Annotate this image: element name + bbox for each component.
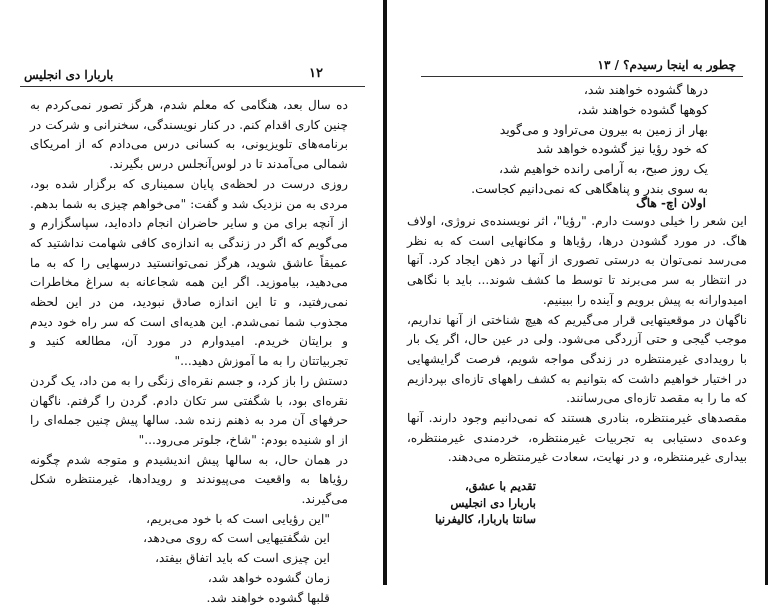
paragraph: ده سال بعد، هنگامی که معلم شدم، هرگز تصور نمی‌کردم به چنین کاری اقدام کنم. در کنار نویسندگی، سخنرانی و شرکت در برنامه‌های تلویزیونی، به کسانی درس می‌دادم که از امریکای شمالی می‌آمدند تا در لوس‌آنجلس درس بگیرند.	[30, 98, 348, 172]
poem-line: به سوی بندر و پناهگاهی که نمی‌دانیم کجاست.	[471, 180, 708, 196]
poem-block	[448, 80, 708, 199]
poem-line: یک روز صبح، به آرامی رانده خواهیم شد،	[498, 161, 708, 177]
right-body-text	[407, 212, 747, 468]
running-header-author: باربارا دی انجلیس	[24, 68, 114, 82]
paragraph: دستش را باز کرد، و جسم نقره‌ای زنگی را به من داد، یک گردن نقره‌ای بود، با شگفتی سر تکان دادم. گردن را گرفتم. ناگهان حرفهای آن مرد به ذهنم زنده شد. سالها پیش چنین جمله‌ای را از او شنیده بودم: "شاخ، جلوتر می‌رود..."	[30, 373, 348, 447]
paragraph: روزی درست در لحظه‌ی پایان سمیناری که برگزار شده بود، مردی به من نزدیک شد و گفت: "می‌خواهم چیزی به شما بدهم. از آنچه برای من و سایر حاضران انجام داده‌اید، سپاسگزارم و می‌گویم که اگر در زندگی به اندازه‌ی کافی شهامت نداشتید که عمیقاً عاشق شوید، هرگز نمی‌توانستید درسهایی را که به ما می‌دهید، بیاموزید. اگر این همه شجاعانه به سراغ مخاطرات نمی‌رفتید، و تا این اندازه صادق نبودید، من در این لحظه مجذوب شما نمی‌شدم. این هدیه‌ای است که سر راه خود دیدم و برایتان خریدم. امیدوارم در مورد آن، مطالعه کنید و تجربیاتتان را به ما آموزش دهید..."	[30, 176, 348, 369]
right-page	[387, 0, 768, 585]
paragraph: مقصدهای غیرمنتظره، بنادری هستند که نمی‌دانیم وجود دارند. آنها وعده‌ی دستیابی به تجربیات غیرمنتظره، خردمندی غیرمنتظره، بیداری غیرمنتظره، و در نهایت، سعادت غیرمنتظره می‌دهند.	[407, 411, 747, 465]
poem-line: قلبها گشوده خواهند شد.	[206, 590, 330, 605]
signature-line: تقدیم با عشق،	[464, 479, 536, 493]
header-rule	[421, 76, 743, 77]
poem-line: زمان گشوده خواهد شد،	[207, 570, 330, 585]
paragraph: ناگهان در موقعیتهایی قرار می‌گیریم که هیچ شناختی از آنها نداریم، موجب گیجی و حتی آزردگی می‌شود. ولی در عین حال، اگر یک بار با رویدادی غیرمنتظره در زندگی مواجه شویم، فرصت گرایشهایی در اختیار خواهیم داشت که بتوانیم به کشف راههای تازه‌ای بپردازیم که ما را به مقصد تازه‌ای می‌رسانند.	[407, 312, 747, 406]
signature-line: سانتا باربارا، کالیفرنیا	[434, 512, 536, 526]
signature-line: باربارا دی انجلیس	[450, 495, 536, 510]
poem-line: کوهها گشوده خواهند شد،	[577, 101, 708, 117]
running-header-chapter: چطور به اینجا رسیدم؟ / ۱۳	[597, 58, 736, 72]
poem-line: که خود رؤیا نیز گشوده خواهد شد	[536, 141, 708, 157]
poem-author: اولان اچ- هاگ	[636, 196, 706, 210]
left-page	[0, 0, 383, 605]
poem-line: درها گشوده خواهند شد،	[583, 82, 708, 97]
poem-line: این شگفتیهایی است که روی می‌دهد،	[143, 531, 330, 546]
poem-line: "این رؤیایی است که با خود می‌بریم،	[146, 511, 330, 526]
poem-line: بهار از زمین به بیرون می‌تراود و می‌گوید	[499, 121, 708, 137]
poem-block	[30, 510, 348, 608]
paragraph: در همان حال، به سالها پیش اندیشیدم و متوجه شدم چگونه رؤیاها به واقعیت می‌پیوندند و رویدادها، غیرمنتظره شکل می‌گیرند.	[30, 452, 348, 507]
dedication-signature	[406, 478, 536, 528]
paragraph: این شعر را خیلی دوست دارم. "رؤیا"، اثر نویسنده‌ی نروژی، اولاف هاگ. در مورد گشودن درها، رؤیاها و مکانهایی است که به نظر می‌رسد نمی‌توان به درستی تصوری از آنها در ذهن ایجاد کرد. آنها در انتظار به سر می‌برند تا توسط ما کشف شوند... باید با نگاهی امیدوارانه به پیش برویم و آینده را ببینیم.	[407, 214, 747, 307]
page-number: ۱۲	[309, 66, 323, 81]
header-rule	[20, 86, 365, 87]
left-body-text	[30, 96, 348, 608]
poem-line: این چیزی است که باید اتفاق بیفتد،	[155, 551, 330, 566]
